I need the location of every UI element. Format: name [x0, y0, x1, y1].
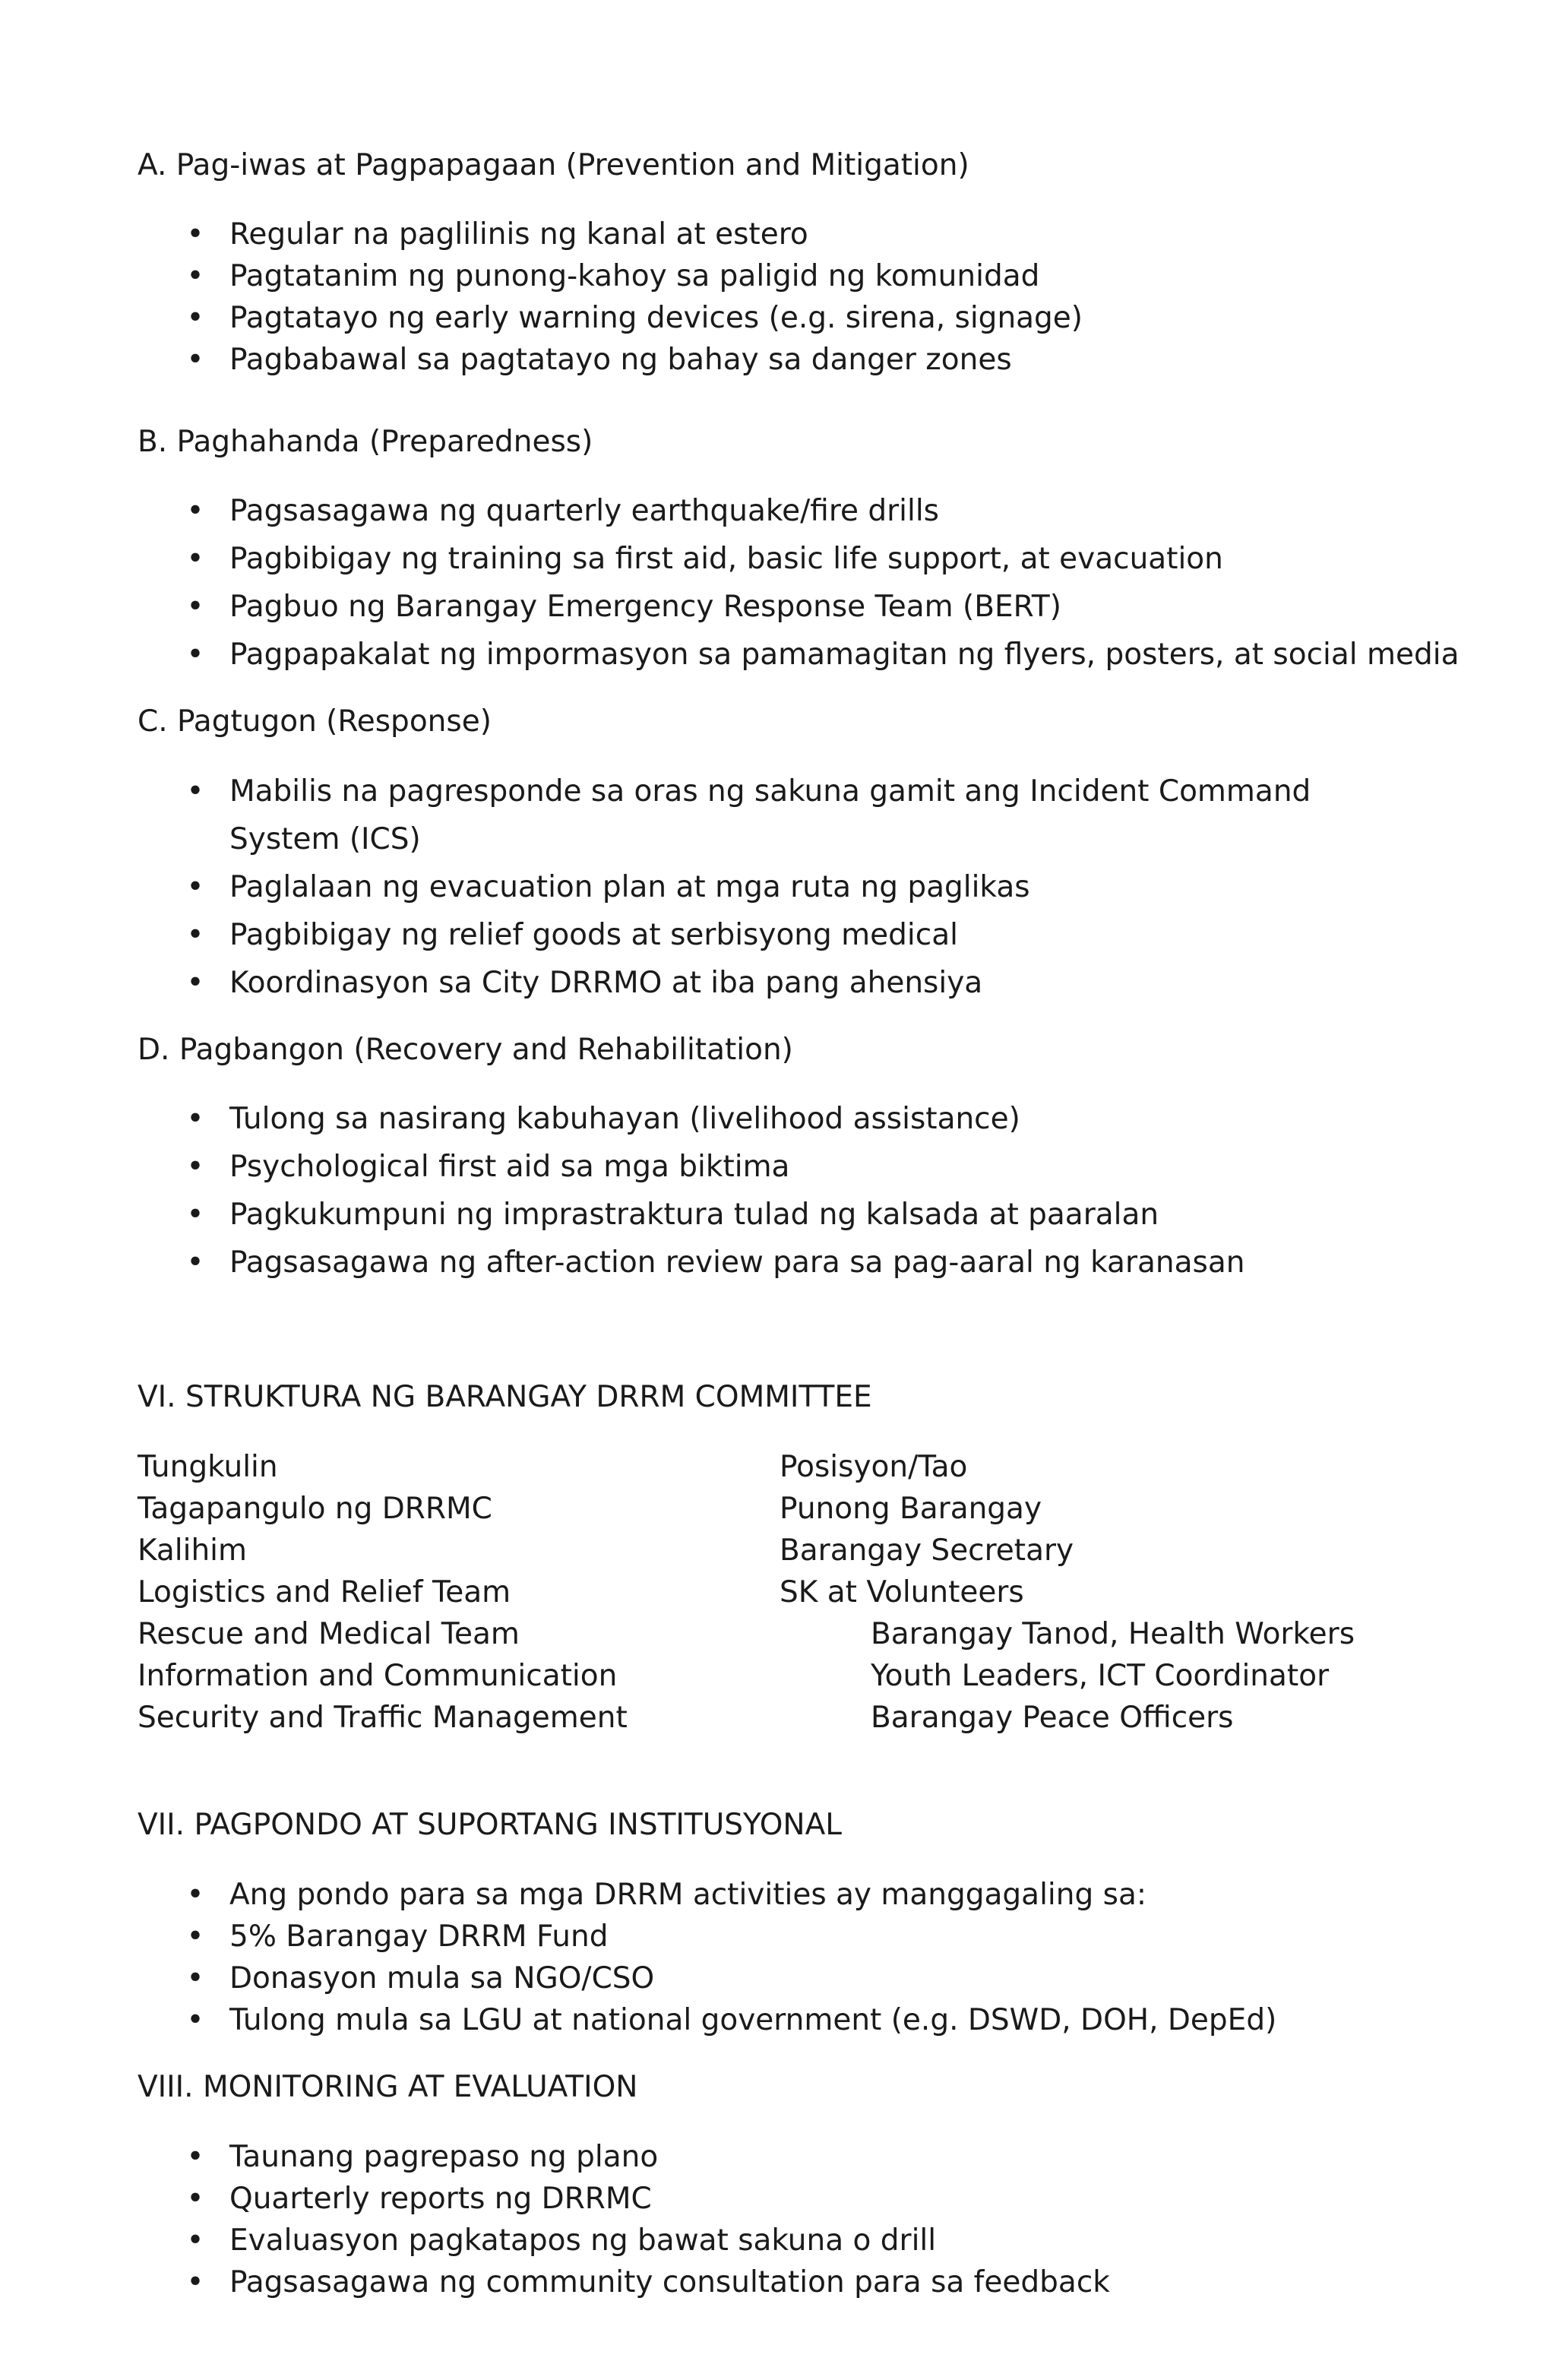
list-item: • Pagkukumpuni ng imprastraktura tulad ng kalsada at paaralan [138, 1191, 1244, 1239]
bullet-icon: • [186, 1245, 204, 1280]
section-vii-list [138, 1874, 1276, 2041]
list-item: • Pagpapakalat ng impormasyon sa pamamagitan ng flyers, posters, at social media [138, 631, 1460, 679]
list-item: • Pagsasagawa ng community consultation para sa feedback [138, 2261, 1110, 2303]
section-b-list [138, 487, 1460, 679]
table-header-cell: Tungkulin [138, 1450, 278, 1484]
bullet-icon: • [186, 1150, 204, 1184]
bullet-icon: • [186, 870, 204, 904]
table-cell: Kalihim [138, 1533, 248, 1568]
bullet-icon: • [186, 1961, 204, 1995]
section-a-heading: A. Pag-iwas at Pagpapagaan (Prevention and Mitigation) [138, 148, 969, 182]
section-d-heading: D. Pagbangon (Recovery and Rehabilitation) [138, 1033, 793, 1067]
table-cell: Punong Barangay [780, 1492, 1042, 1526]
bullet-icon: • [186, 966, 204, 1000]
table-cell: Rescue and Medical Team [138, 1617, 520, 1651]
bullet-icon: • [186, 494, 204, 528]
bullet-icon: • [186, 638, 204, 672]
bullet-icon: • [186, 2223, 204, 2258]
bullet-icon: • [186, 542, 204, 576]
list-item: • Quarterly reports ng DRRMC [138, 2178, 1110, 2220]
bullet-icon: • [186, 217, 204, 252]
bullet-icon: • [186, 2140, 204, 2174]
table-header-cell: Posisyon/Tao [780, 1450, 968, 1484]
section-vii-heading: VII. PAGPONDO AT SUPORTANG INSTITUSYONAL [138, 1808, 842, 1842]
bullet-icon: • [186, 301, 204, 335]
table-cell: Information and Communication [138, 1659, 618, 1693]
list-item: • Taunang pagrepaso ng plano [138, 2136, 1110, 2178]
bullet-icon: • [186, 1878, 204, 1912]
bullet-icon: • [186, 1102, 204, 1136]
list-item: • Ang pondo para sa mga DRRM activities ay manggagaling sa: [138, 1874, 1276, 1916]
table-row [138, 1488, 1429, 1530]
list-item: • Pagbibigay ng relief goods at serbisyong medical [138, 911, 1415, 959]
list-item: • Paglalaan ng evacuation plan at mga ruta ng paglikas [138, 863, 1415, 911]
list-item: • Tulong sa nasirang kabuhayan (livelihood assistance) [138, 1095, 1244, 1143]
bullet-icon: • [186, 1198, 204, 1232]
list-item: • Pagsasagawa ng quarterly earthquake/fire drills [138, 487, 1460, 535]
list-item: • 5% Barangay DRRM Fund [138, 1916, 1276, 1957]
list-item: • Pagtatanim ng punong-kahoy sa paligid ng komunidad [138, 255, 1083, 297]
list-item: • Mabilis na pagresponde sa oras ng sakuna gamit ang Incident Command System (ICS) [138, 767, 1415, 863]
bullet-icon: • [186, 1920, 204, 1954]
bullet-icon: • [186, 774, 204, 809]
section-viii-heading: VIII. MONITORING AT EVALUATION [138, 2070, 638, 2104]
list-item: • Koordinasyon sa City DRRMO at iba pang ahensiya [138, 959, 1415, 1007]
list-item: • Pagbabawal sa pagtatayo ng bahay sa danger zones [138, 339, 1083, 381]
list-item: • Pagbibigay ng training sa first aid, basic life support, at evacuation [138, 535, 1460, 583]
bullet-icon: • [186, 2003, 204, 2037]
table-header-row [138, 1446, 1429, 1488]
bullet-icon: • [186, 259, 204, 293]
table-cell: Logistics and Relief Team [138, 1575, 511, 1609]
table-row [138, 1613, 1429, 1655]
bullet-icon: • [186, 918, 204, 952]
list-item: • Pagsasagawa ng after-action review para sa pag-aaral ng karanasan [138, 1239, 1244, 1287]
list-item: • Psychological first aid sa mga biktima [138, 1143, 1244, 1191]
committee-table [138, 1446, 1429, 1739]
list-item: • Pagbuo ng Barangay Emergency Response Team (BERT) [138, 583, 1460, 631]
table-cell: SK at Volunteers [780, 1575, 1024, 1609]
table-cell: Barangay Secretary [780, 1533, 1074, 1568]
bullet-icon: • [186, 590, 204, 624]
bullet-icon: • [186, 2265, 204, 2299]
section-vi-heading: VI. STRUKTURA NG BARANGAY DRRM COMMITTEE [138, 1380, 872, 1414]
table-cell: Security and Traffic Management [138, 1701, 628, 1735]
table-row [138, 1571, 1429, 1613]
table-row [138, 1697, 1429, 1739]
list-item: • Evaluasyon pagkatapos ng bawat sakuna o drill [138, 2220, 1110, 2261]
table-cell: Youth Leaders, ICT Coordinator [871, 1659, 1330, 1693]
section-d-list [138, 1095, 1244, 1287]
list-item: • Regular na paglilinis ng kanal at estero [138, 214, 1083, 255]
table-cell: Barangay Tanod, Health Workers [871, 1617, 1355, 1651]
list-item: • Pagtatayo ng early warning devices (e.g. sirena, signage) [138, 297, 1083, 339]
bullet-icon: • [186, 343, 204, 377]
section-viii-list [138, 2136, 1110, 2303]
table-cell: Barangay Peace Officers [871, 1701, 1234, 1735]
table-row [138, 1530, 1429, 1571]
table-row [138, 1655, 1429, 1697]
list-item: • Donasyon mula sa NGO/CSO [138, 1957, 1276, 1999]
section-c-list [138, 767, 1415, 1007]
section-a-list [138, 214, 1083, 381]
list-item: • Tulong mula sa LGU at national government (e.g. DSWD, DOH, DepEd) [138, 1999, 1276, 2041]
section-b-heading: B. Paghahanda (Preparedness) [138, 425, 593, 459]
table-cell: Tagapangulo ng DRRMC [138, 1492, 492, 1526]
section-c-heading: C. Pagtugon (Response) [138, 704, 492, 739]
bullet-icon: • [186, 2182, 204, 2216]
